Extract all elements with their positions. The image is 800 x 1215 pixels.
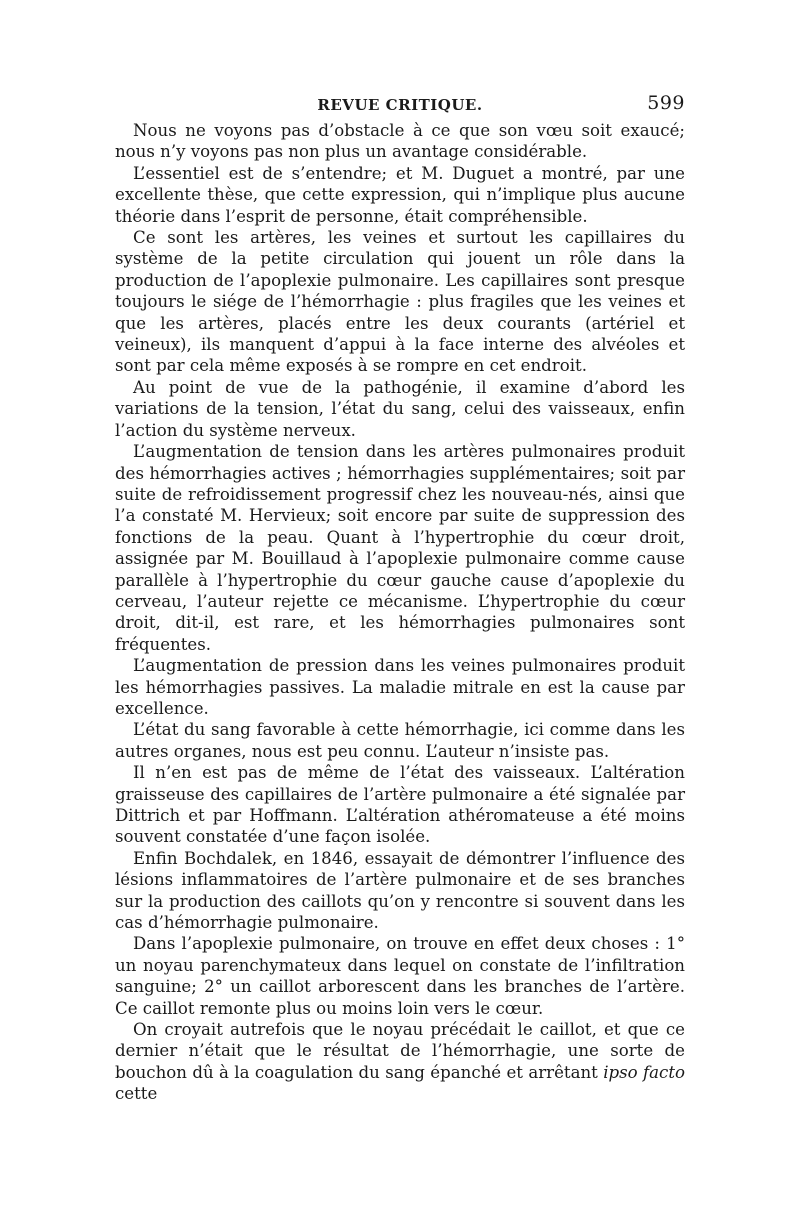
- paragraph: L’augmentation de pression dans les veines pulmonaires produit les hémorrhagies passives. La maladie mitrale en est la cause par excellence.: [115, 656, 685, 718]
- text-run: cette: [115, 1084, 158, 1104]
- paragraph: L’augmentation de tension dans les artères pulmonaires produit des hémorrhagies actives ; hémorrhagies supplémentaires; soit par suite de refroidissement progressif chez les nouveau-nés, ainsi que l’a constaté M. Hervieux; soit encore par suite de suppression des fonctions de la peau. Quant à l’hypertrophie du cœur droit, assignée par M. Bouillaud à l’apoplexie pulmonaire comme cause parallèle à l’hypertrophie du cœur gauche cause d’apoplexie du cerveau, l’auteur rejette ce mécanisme. L’hypertrophie du cœur droit, dit-il, est rare, et les hémorrhagies pulmonaires sont fréquentes.: [115, 442, 685, 654]
- page-number: 599: [647, 92, 685, 114]
- paragraph: Nous ne voyons pas d’obstacle à ce que son vœu soit exaucé; nous n’y voyons pas non plus un avantage considérable.: [115, 121, 685, 162]
- paragraph: Au point de vue de la pathogénie, il examine d’abord les variations de la tension, l’état du sang, celui des vaisseaux, enfin l’action du système nerveux.: [115, 377, 685, 440]
- paragraph: Ce sont les artères, les veines et surtout les capillaires du système de la petite circulation qui jouent un rôle dans la production de l’apoplexie pulmonaire. Les capillaires sont presque toujours le siége de l’hémorrhagie : plus fragiles que les veines et que les artères, placés entre les deux courants (artériel et veineux), ils manquent d’appui à la face interne des alvéoles et sont par cela même exposés à se rompre en cet endroit.: [115, 228, 685, 376]
- paragraph: Dans l’apoplexie pulmonaire, on trouve en effet deux choses : 1° un noyau parenchymateux dans lequel on constate de l’infiltration sanguine; 2° un caillot arborescent dans les branches de l’artère. Ce caillot remonte plus ou moins loin vers le cœur.: [115, 934, 685, 1018]
- paragraph: L’essentiel est de s’entendre; et M. Duguet a montré, par une excellente thèse, que cette expression, qui n’implique plus aucune théorie dans l’esprit de personne, était compréhensible.: [115, 163, 685, 226]
- paragraph: Il n’en est pas de même de l’état des vaisseaux. L’altération graisseuse des capillaires de l’artère pulmonaire a été signalée par Dittrich et par Hoffmann. L’altération athéromateuse a été moins souvent constatée d’une façon isolée.: [115, 763, 685, 847]
- paragraph: L’état du sang favorable à cette hémorrhagie, ici comme dans les autres organes, nous est peu connu. L’auteur n’insiste pas.: [115, 720, 685, 761]
- text-run: On croyait autrefois que le noyau précédait le caillot, et que ce dernier n’était que le résultat de l’hémorrhagie, une sorte de bouchon dû à la coagulation du sang épanché et arrêtant: [115, 1020, 685, 1082]
- paragraph: Enfin Bochdalek, en 1846, essayait de démontrer l’influence des lésions inflammatoires de l’artère pulmonaire et de ses branches sur la production des caillots qu’on y rencontre si souvent dans les cas d’hémorrhagie pulmonaire.: [115, 848, 685, 933]
- italic-phrase: ipso facto: [603, 1062, 685, 1082]
- running-head: [115, 92, 685, 120]
- page: [115, 92, 685, 1105]
- running-title: REVUE CRITIQUE.: [317, 96, 483, 114]
- paragraph-last: [115, 1019, 685, 1105]
- body-text: [115, 120, 685, 1105]
